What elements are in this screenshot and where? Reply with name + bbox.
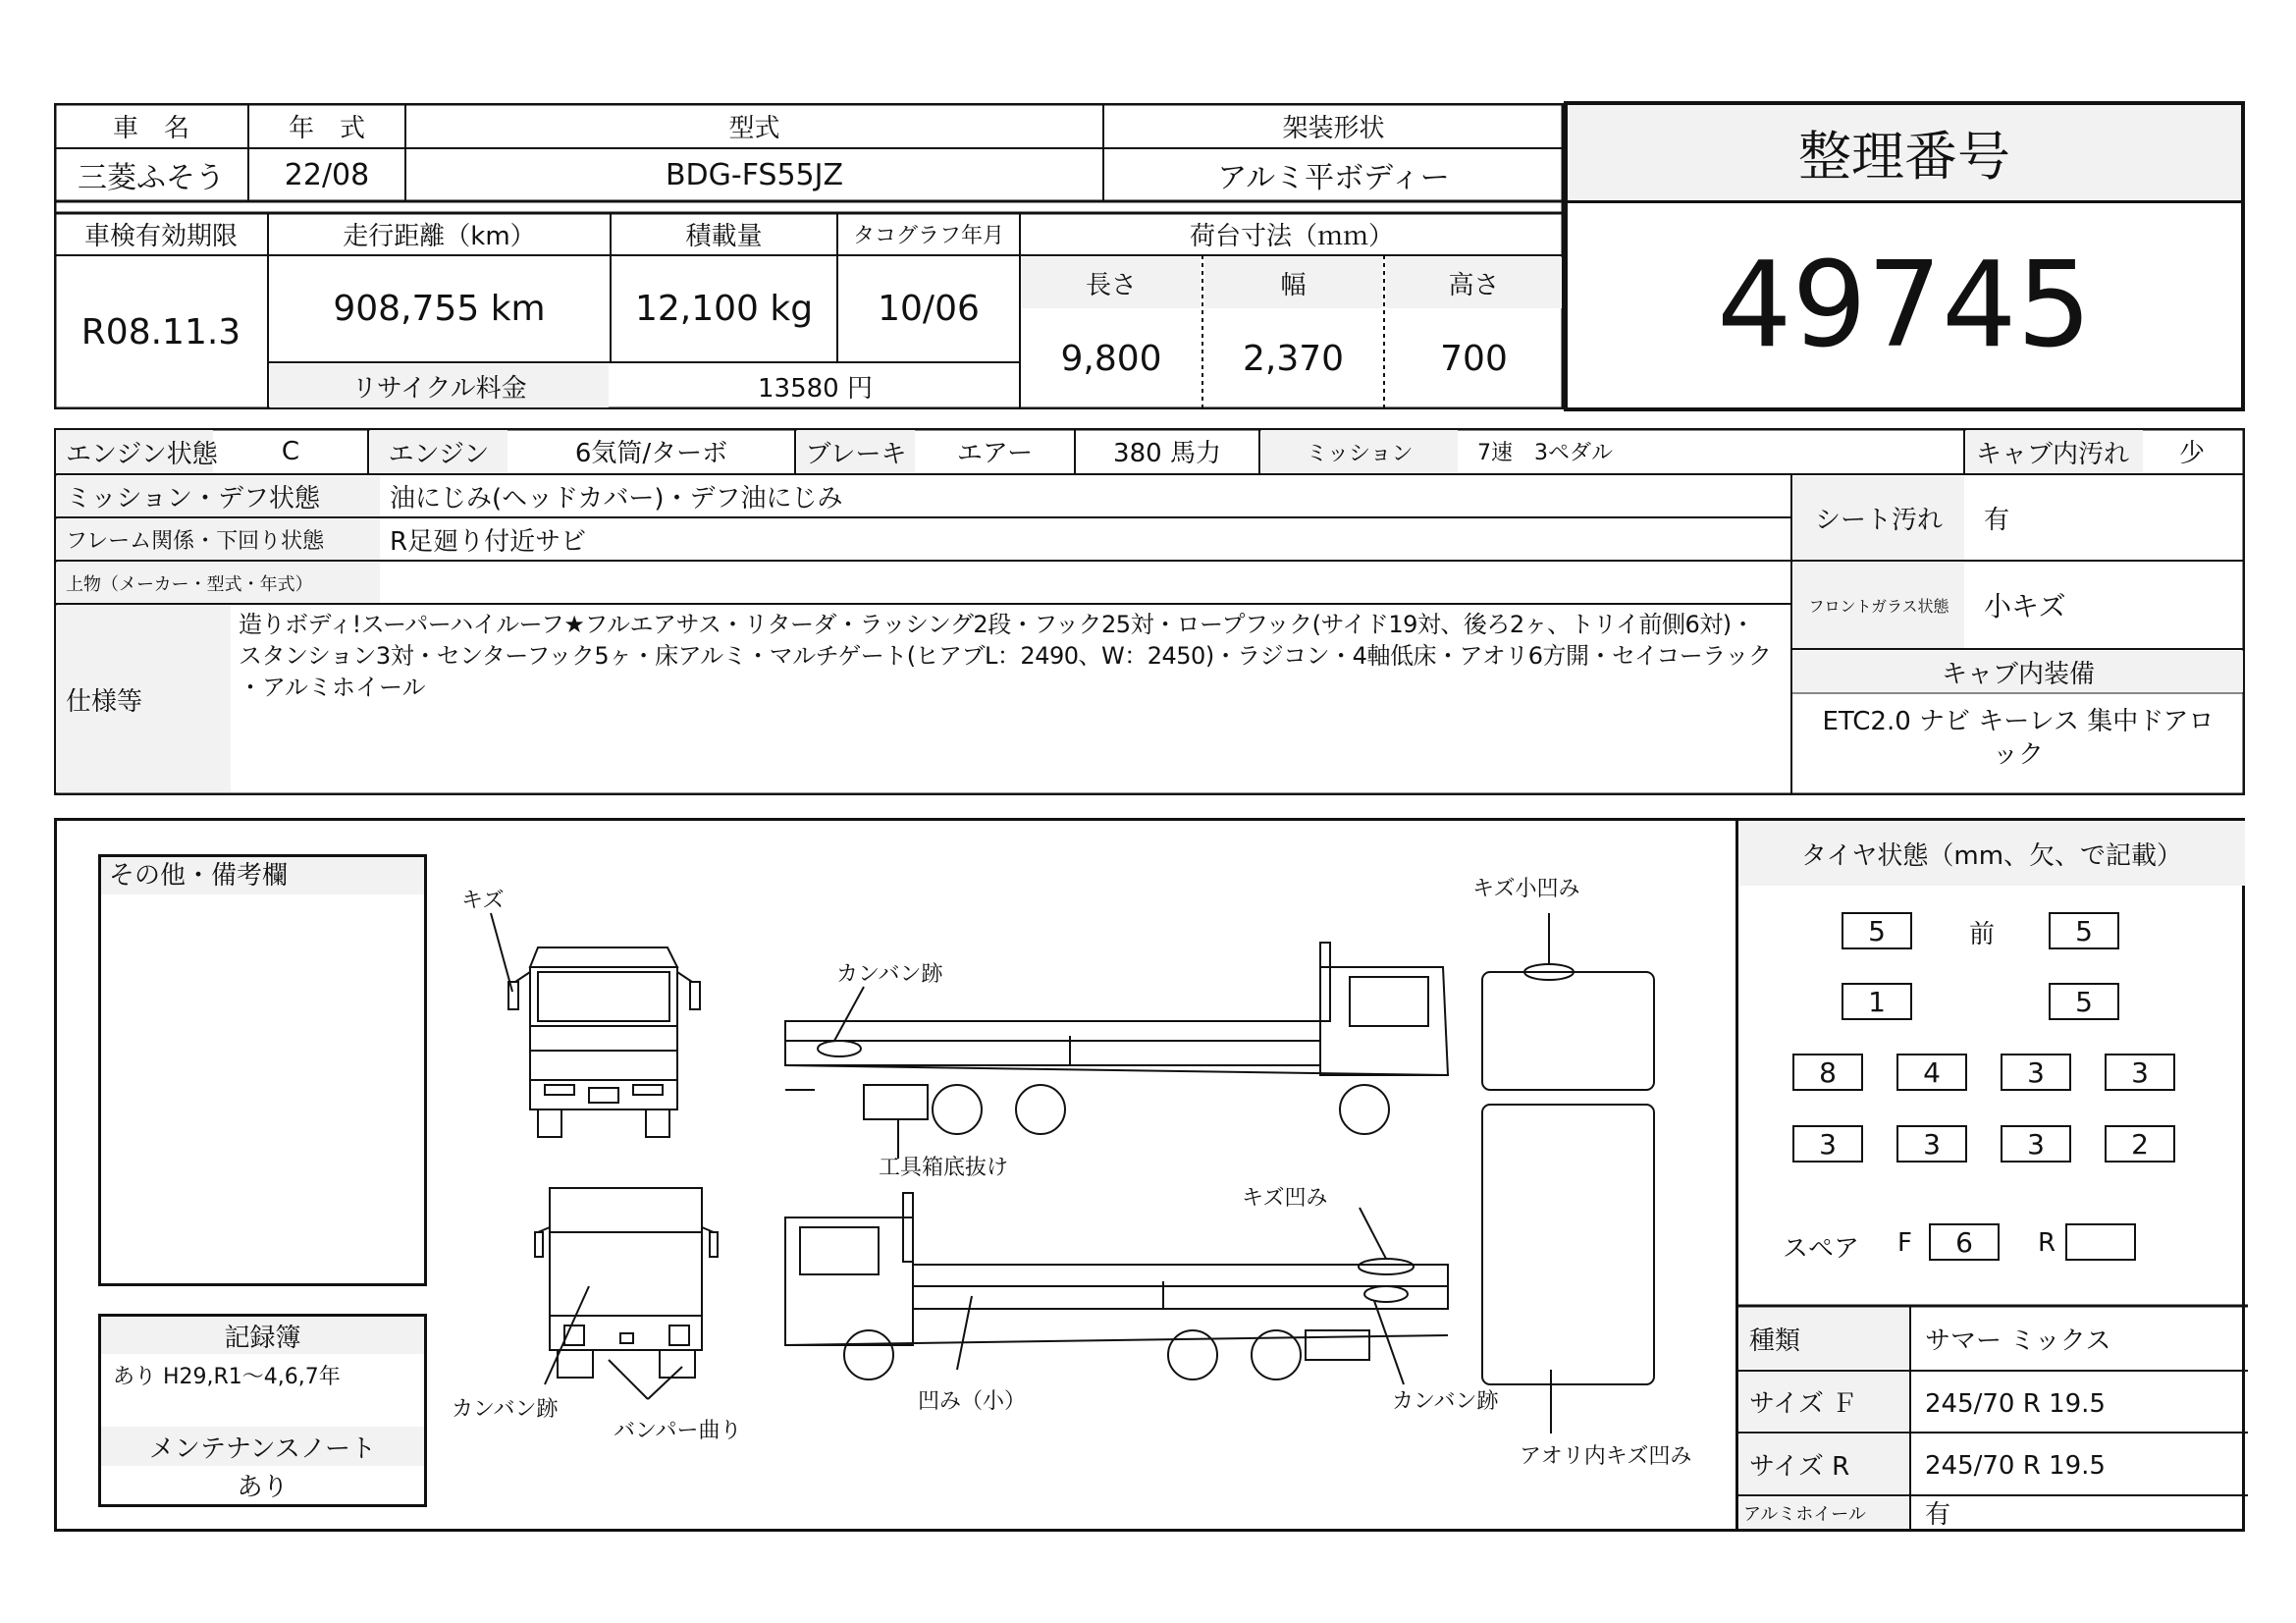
size-front-label: サイズ Ｆ [1739,1373,1908,1431]
label-kizu: キズ [461,889,505,913]
tire-type-value: サマー ミックス [1925,1325,2111,1356]
engine-state-value: C [281,436,300,466]
tire-rear1-3: 3 [2001,1054,2071,1091]
spec-line-2: スタンション3対・センターフック5ヶ・床アルミ・マルチゲート(ヒアブL：2490、W：2450)・ラジコン・4軸低床・アオリ6方開・セイコーラック [239,642,1772,670]
label-dent-small: 凹み（小） [918,1389,1027,1414]
cab-dirt-label: キャブ内汚れ [1966,430,2143,473]
length-label: 長さ [1022,257,1201,308]
spare-r-label: R [2038,1228,2056,1258]
model-value: BDG-FS55JZ [665,157,844,192]
truck-rear-view [535,1188,718,1378]
frame-value: R足廻り付近サビ [390,526,587,557]
ref-number-label: 整理番号 [1568,105,2241,203]
alu-wheel-label: アルミホイール [1739,1497,1908,1529]
tacho-value: 10/06 [878,289,980,329]
tire-second-left: 1 [1842,983,1912,1020]
spec-line-1: 造りボディ!スーパーハイルーフ★フルエアサス・リターダ・ラッシング2段・フック25対・ロープフック(サイド19対、後ろ2ヶ、トリイ前側6対)・ [239,611,1755,638]
mileage-value: 908,755 km [333,289,546,329]
cab-dirt-value: 少 [2178,439,2205,468]
engine-value: 6気筒/ターボ [574,439,728,468]
bed-dim-label: 荷台寸法（ｍｍ） [1189,222,1394,251]
tire-front-label: 前 [1969,920,1996,949]
inspection-value: R08.11.3 [80,312,241,352]
tire-rear2-2: 3 [1896,1125,1967,1163]
spare-front: 6 [1929,1223,2000,1261]
model-label: 型式 [728,113,780,143]
body-type-label: 架装形状 [1282,113,1385,143]
seat-dirt-label: シート汚れ [1793,476,1964,560]
maintenance-label: メンテナンスノート [101,1427,424,1466]
car-name: 三菱ふそう [78,161,225,195]
label-kizu-dent: キズ凹み [1242,1186,1328,1211]
spec-label: 仕様等 [56,606,231,792]
inspection-label: 車検有効期限 [83,222,238,251]
car-name-label: 車 名 [112,113,189,143]
label-aori-dent: アオリ内キズ凹み [1520,1444,1692,1469]
engine-state-label: エンジン状態 [56,430,213,473]
damage-marks [491,913,1574,1434]
year-value: 22/08 [284,157,370,192]
size-rear-value: 245/70 R 19.5 [1925,1451,2106,1481]
ref-number: 49745 [1717,237,2092,374]
front-glass-value: 小キズ [1984,590,2066,622]
frame-label: フレーム関係・下回り状態 [56,519,380,560]
body-type-value: アルミ平ボディー [1217,161,1450,195]
recycle-label: リサイクル料金 [270,364,609,407]
label-toolbox: 工具箱底抜け [879,1156,1009,1180]
width-label: 幅 [1204,257,1382,308]
label-bumper: バンパー曲り [614,1419,742,1443]
tire-rear2-4: 2 [2105,1125,2175,1163]
height-value: 700 [1440,339,1508,379]
label-kanban-rear: カンバン跡 [452,1397,559,1422]
width-value: 2,370 [1242,339,1345,379]
label-kanban-top: カンバン跡 [836,962,943,987]
horsepower-value: 380 馬力 [1113,439,1221,468]
tire-rear1-1: 8 [1792,1054,1863,1091]
cab-equip-line-2: ック [1992,740,2044,770]
record-label: 記録簿 [101,1317,424,1354]
remarks-label: その他・備考欄 [101,857,424,894]
tire-front-left: 5 [1842,912,1912,949]
brake-label: ブレーキ [797,430,915,473]
brake-value: エアー [956,439,1034,468]
tire-type-label: 種類 [1739,1308,1908,1369]
label-kanban-side: カンバン跡 [1392,1389,1499,1414]
tire-title: タイヤ状態（mm、欠、で記載） [1738,821,2245,886]
record-value: あり H29,R1～4,6,7年 [113,1365,341,1389]
seat-dirt-value: 有 [1984,505,2010,535]
engine-label: エンジン [370,430,507,473]
spare-label: スペア [1783,1234,1860,1264]
tire-rear1-2: 4 [1896,1054,1967,1091]
upper-label: 上物（メーカー・型式・年式） [56,563,380,603]
diff-value: 油にじみ(ヘッドカバー)・デフ油にじみ [390,483,843,514]
tire-front-right: 5 [2049,912,2119,949]
tire-rear2-1: 3 [1792,1125,1863,1163]
size-rear-label: サイズ R [1739,1434,1908,1493]
load-value: 12,100 kg [634,289,814,329]
tire-rear1-4: 3 [2105,1054,2175,1091]
front-glass-label: フロントガラス状態 [1793,563,1964,648]
spec-line-3: ・アルミホイール [239,674,426,701]
height-label: 高さ [1386,257,1562,308]
mission-label: ミッション [1261,430,1458,473]
truck-side-view-bottom [785,1193,1448,1380]
tire-panel [1735,818,2245,1532]
truck-top-view [1482,972,1654,1384]
length-value: 9,800 [1060,339,1162,379]
maintenance-value: あり [237,1472,289,1502]
mission-value: 7速 3ペダル [1477,441,1613,465]
tire-rear2-3: 3 [2001,1125,2071,1163]
cab-equip-line-1: ETC2.0 ナビ キーレス 集中ドアロ [1822,707,2215,736]
tire-second-right: 5 [2049,983,2119,1020]
load-label: 積載量 [685,222,763,251]
label-kizu-small-dent: キズ小凹み [1472,877,1580,901]
mileage-label: 走行距離（km） [343,222,536,251]
year-label: 年 式 [288,113,365,143]
spare-f-label: F [1897,1228,1912,1258]
diff-label: ミッション・デフ状態 [56,476,380,516]
tacho-label: タコグラフ年月 [852,224,1004,248]
truck-front-view [508,947,700,1137]
recycle-value: 13580 円 [758,373,873,404]
cab-equip-label: キャブ内装備 [1793,651,2243,692]
alu-wheel-value: 有 [1925,1499,1951,1530]
size-front-value: 245/70 R 19.5 [1925,1388,2106,1419]
